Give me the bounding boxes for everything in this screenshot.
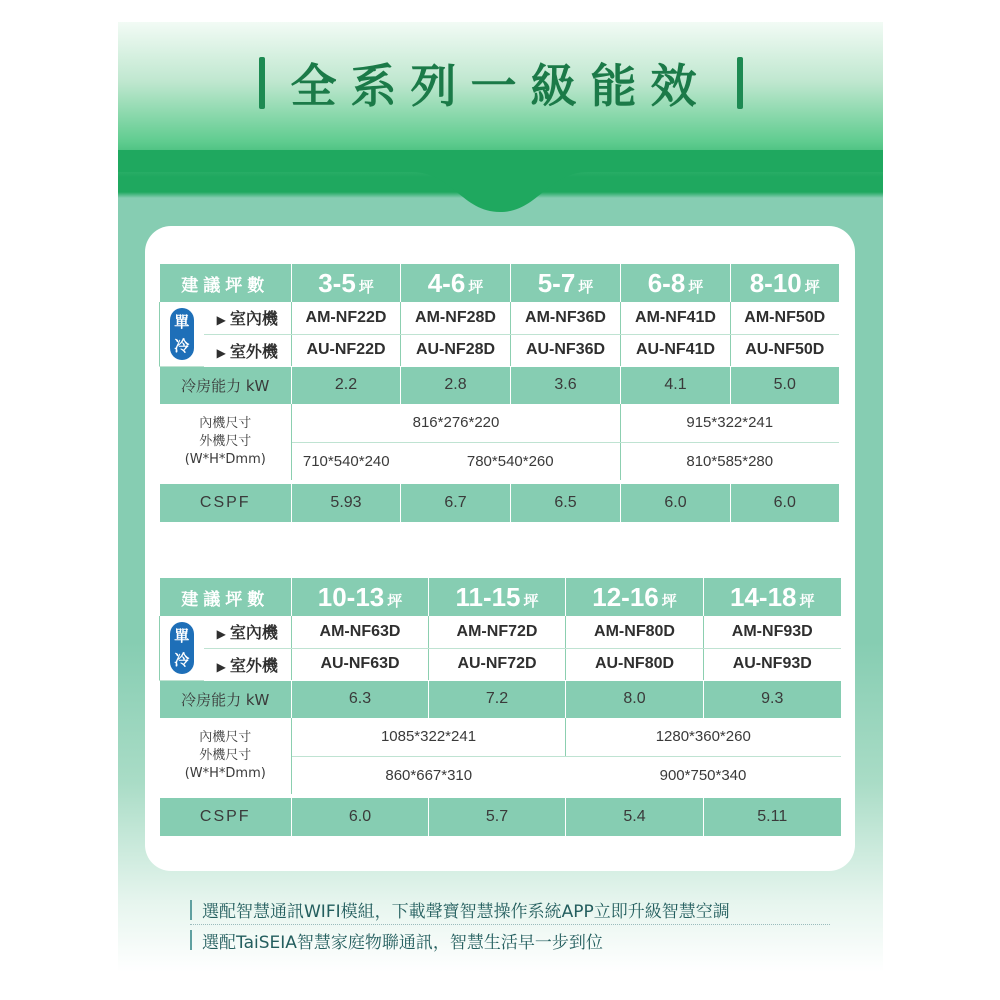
indoor-dimension: 816*276*220: [292, 404, 621, 442]
cspf-value: 5.93: [292, 484, 401, 522]
indoor-dim-row: [160, 404, 839, 442]
note-item: [190, 925, 830, 955]
outdoor-model: AU-NF80D: [566, 648, 704, 680]
cspf-row: [160, 484, 839, 522]
indoor-model: AM-NF63D: [292, 616, 429, 648]
outdoor-model: AU-NF93D: [704, 648, 841, 680]
outdoor-dimension: 780*540*260: [466, 452, 554, 470]
indoor-model: AM-NF93D: [704, 616, 841, 648]
outdoor-model: AU-NF28D: [401, 334, 511, 366]
capacity-value: 9.3: [704, 680, 841, 718]
cspf-row: [160, 798, 841, 836]
range-label: 建議坪數: [160, 578, 292, 616]
indoor-dim-row: [160, 718, 841, 756]
note-bar: [190, 900, 192, 920]
cooling-only-badge: 單 冷: [170, 308, 194, 360]
triangle-right-icon: ▶: [216, 659, 226, 674]
note-item: [190, 895, 830, 925]
cspf-value: 6.0: [621, 484, 731, 522]
page-title: 全系列一級能效: [290, 59, 711, 113]
range-cell: 5-7 坪: [511, 264, 621, 302]
capacity-value: 2.8: [401, 366, 511, 404]
capacity-value: 3.6: [511, 366, 621, 404]
range-cell: 11-15 坪: [429, 578, 566, 616]
range-cell: 6-8 坪: [621, 264, 731, 302]
range-cell: 12-16 坪: [566, 578, 704, 616]
indoor-label: ▶ 室內機: [204, 302, 292, 334]
outdoor-model: AU-NF72D: [429, 648, 566, 680]
outdoor-dimension: 900*750*340: [659, 766, 747, 784]
range-row: [160, 578, 841, 616]
title-right-bar: [737, 57, 743, 109]
capacity-row: [160, 680, 841, 718]
outdoor-dimension: 860*667*310: [385, 766, 473, 784]
indoor-dimension: 915*322*241: [621, 404, 839, 442]
capacity-label: 冷房能力 kW: [160, 680, 292, 718]
outdoor-model: AU-NF50D: [731, 334, 839, 366]
spec-table-1: [159, 264, 839, 522]
note-bar: [190, 930, 192, 950]
cooling-only-badge-cell: [160, 616, 204, 680]
indoor-label: ▶ 室內機: [204, 616, 292, 648]
capacity-label: 冷房能力 kW: [160, 366, 292, 404]
cspf-value: 6.0: [731, 484, 839, 522]
outdoor-label: ▶ 室外機: [204, 334, 292, 366]
capacity-value: 2.2: [292, 366, 401, 404]
outdoor-model: AU-NF36D: [511, 334, 621, 366]
indoor-model: AM-NF50D: [731, 302, 839, 334]
cspf-label: CSPF: [160, 484, 292, 522]
triangle-right-icon: ▶: [216, 345, 226, 360]
dimension-label: 內機尺寸 外機尺寸 (W*H*Dmm): [160, 404, 292, 480]
range-cell: 3-5 坪: [292, 264, 401, 302]
note-text: 選配TaiSEIA智慧家庭物聯通訊，智慧生活早一步到位: [202, 932, 603, 953]
capacity-value: 7.2: [429, 680, 566, 718]
notes: [190, 895, 830, 955]
cspf-value: 5.7: [429, 798, 566, 836]
capacity-value: 8.0: [566, 680, 704, 718]
outdoor-model-row: [160, 648, 841, 680]
capacity-row: [160, 366, 839, 404]
note-text: 選配智慧通訊WIFI模組，下載聲寶智慧操作系統APP立即升級智慧空調: [202, 902, 730, 922]
cspf-value: 5.4: [566, 798, 704, 836]
capacity-value: 6.3: [292, 680, 429, 718]
capacity-value: 5.0: [731, 366, 839, 404]
cspf-value: 5.11: [704, 798, 841, 836]
title-row: [118, 52, 883, 114]
indoor-model: AM-NF41D: [621, 302, 731, 334]
outdoor-model: AU-NF41D: [621, 334, 731, 366]
range-cell: 10-13 坪: [292, 578, 429, 616]
spec-table-2: [159, 578, 841, 836]
indoor-model-row: [160, 616, 841, 648]
outdoor-dimension: 710*540*240: [302, 452, 390, 470]
indoor-model: AM-NF72D: [429, 616, 566, 648]
outdoor-dimension: 810*585*280: [621, 442, 839, 480]
indoor-model: AM-NF80D: [566, 616, 704, 648]
indoor-model: AM-NF22D: [292, 302, 401, 334]
indoor-model-row: [160, 302, 839, 334]
dimension-label: 內機尺寸 外機尺寸 (W*H*Dmm): [160, 718, 292, 794]
indoor-dimension: 1085*322*241: [292, 718, 566, 756]
range-label: 建議坪數: [160, 264, 292, 302]
outdoor-label: ▶ 室外機: [204, 648, 292, 680]
range-row: [160, 264, 839, 302]
range-cell: 4-6 坪: [401, 264, 511, 302]
cspf-value: 6.0: [292, 798, 429, 836]
triangle-right-icon: ▶: [216, 313, 226, 328]
indoor-dimension: 1280*360*260: [566, 718, 841, 756]
banner-notch: [118, 150, 883, 220]
title-left-bar: [259, 57, 265, 109]
cspf-label: CSPF: [160, 798, 292, 836]
outdoor-model: AU-NF63D: [292, 648, 429, 680]
cooling-only-badge: 單 冷: [170, 622, 194, 674]
indoor-model: AM-NF36D: [511, 302, 621, 334]
outdoor-model: AU-NF22D: [292, 334, 401, 366]
outdoor-model-row: [160, 334, 839, 366]
triangle-right-icon: ▶: [216, 627, 226, 642]
cspf-value: 6.7: [401, 484, 511, 522]
cooling-only-badge-cell: [160, 302, 204, 366]
range-cell: 8-10 坪: [731, 264, 839, 302]
cspf-value: 6.5: [511, 484, 621, 522]
indoor-model: AM-NF28D: [401, 302, 511, 334]
capacity-value: 4.1: [621, 366, 731, 404]
range-cell: 14-18 坪: [704, 578, 841, 616]
